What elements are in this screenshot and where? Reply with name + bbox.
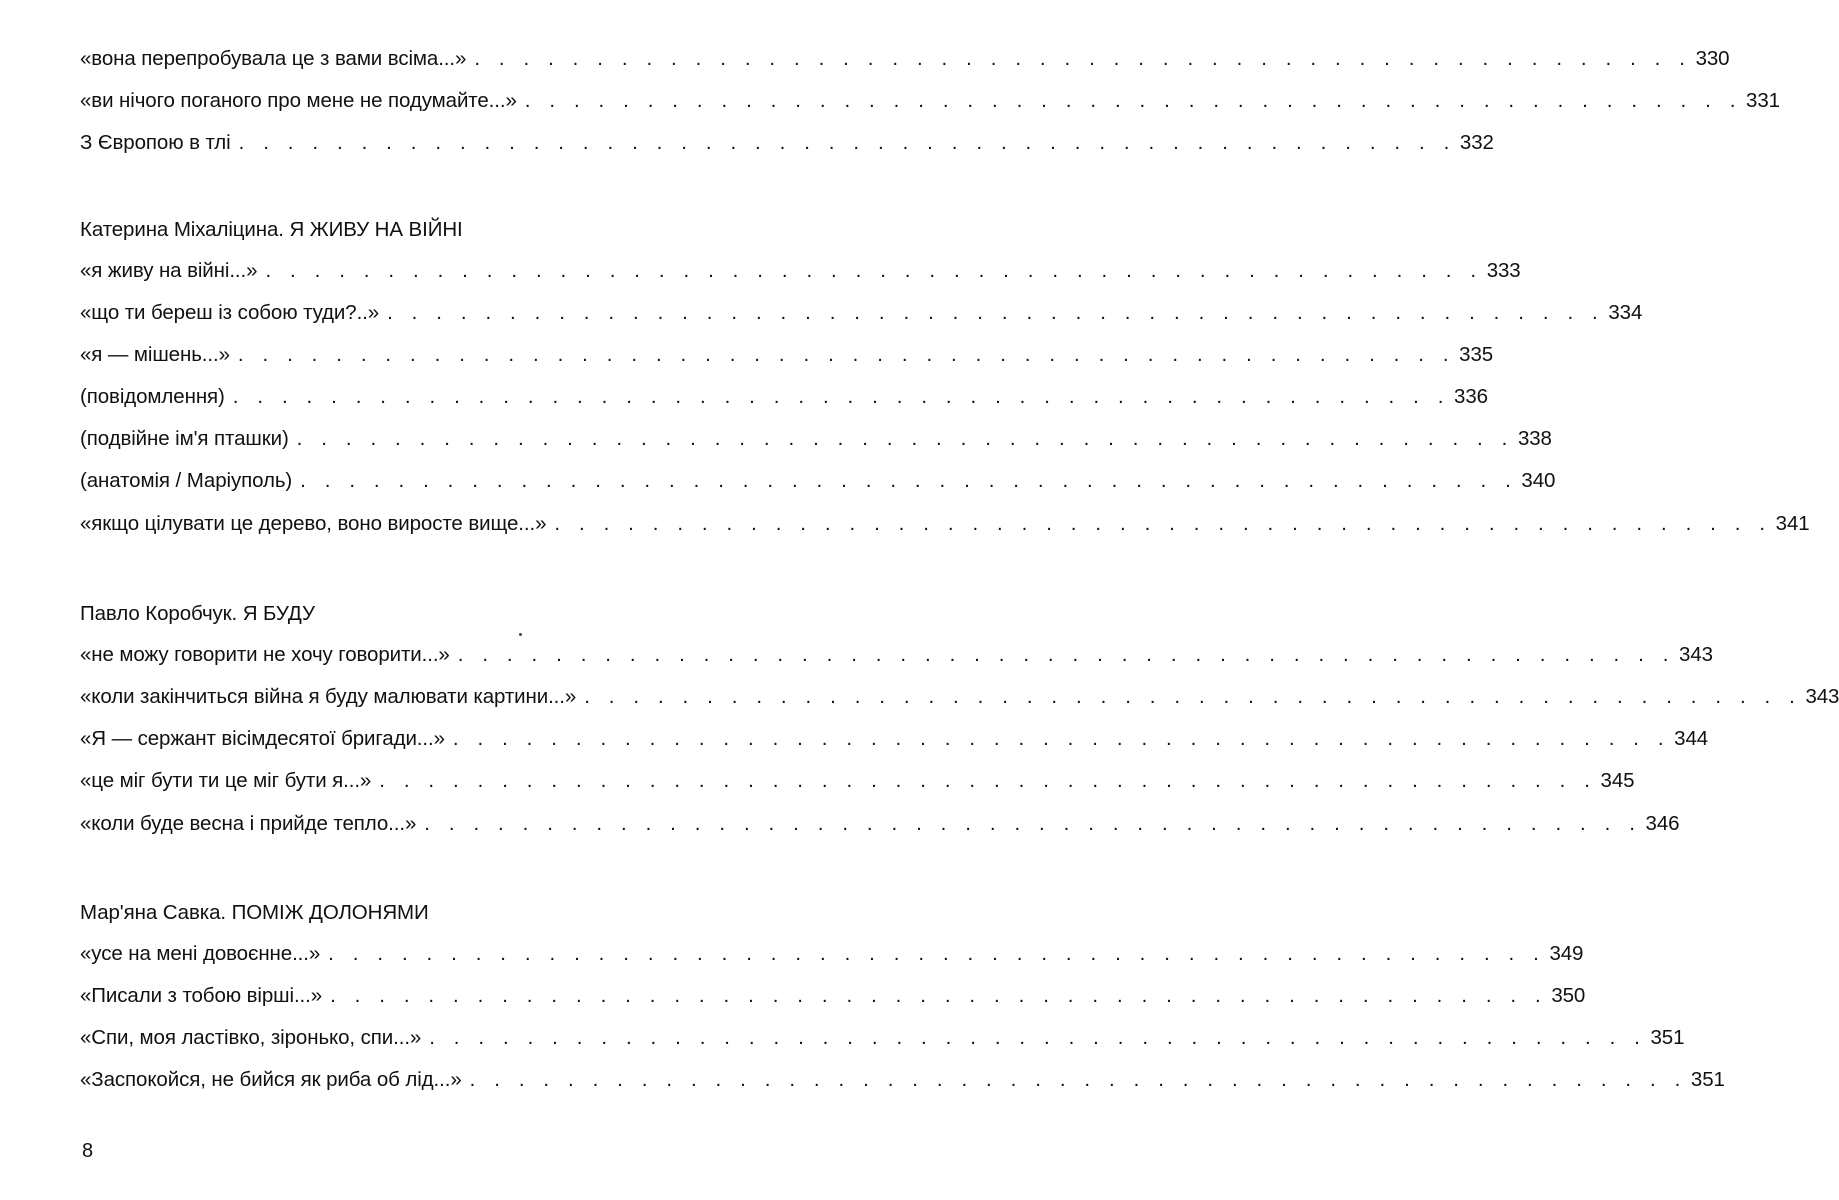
toc-entry: [80, 418, 1552, 452]
dot-leader: . . . . . . . . . . . . . . . . . . . . . . . . . . . . . . . . . . . . . . . . . . . . . . . . . .: [232, 385, 1451, 408]
dot-leader: . . . . . . . . . . . . . . . . . . . . . . . . . . . . . . . . . . . . . . . . . . . . . . . . . .: [554, 512, 1772, 535]
toc-entry-title: «Писали з тобою вірші...»: [80, 984, 323, 1007]
toc-entry-page: 334: [1608, 301, 1643, 324]
toc-entry-title: «ви нічого поганого про мене не подумайте...»: [80, 89, 517, 112]
section-heading: Мар'яна Савка. ПОМІЖ ДОЛОНЯМИ: [80, 901, 429, 924]
dot-leader: . . . . . . . . . . . . . . . . . . . . . . . . . . . . . . . . . . . . . . . . . . . . . . . . . .: [265, 259, 1483, 282]
dot-leader: . . . . . . . . . . . . . . . . . . . . . . . . . . . . . . . . . . . . . . . . . . . . . . . . . .: [429, 1026, 1647, 1049]
toc-entry: [80, 803, 1680, 837]
toc-entry: [80, 676, 1839, 710]
toc-entry-page: 330: [1695, 47, 1730, 70]
toc-entry: [80, 503, 1810, 537]
toc-entry: [80, 760, 1635, 794]
toc-entry-page: 343: [1679, 643, 1713, 666]
toc-entry-page: 335: [1459, 343, 1494, 366]
toc-entry: [80, 122, 1494, 156]
dot-leader: . . . . . . . . . . . . . . . . . . . . . . . . . . . . . . . . . . . . . . . . . . . . . . . . . .: [238, 131, 1456, 154]
toc-entry-title: «Заспокойся, не бийся як риба об лід...»: [80, 1068, 462, 1091]
dot-leader: . . . . . . . . . . . . . . . . . . . . . . . . . . . . . . . . . . . . . . . . . . . . . . . . . .: [379, 769, 1597, 792]
toc-entry-page: 332: [1459, 131, 1494, 154]
toc-entry: [80, 1059, 1725, 1093]
toc-entry-title: «усе на мені довоєнне...»: [80, 942, 321, 965]
toc-entry-title: (подвійне ім'я пташки): [80, 427, 289, 450]
section-heading: Катерина Міхаліцина. Я ЖИВУ НА ВІЙНІ: [80, 218, 463, 241]
page-number: 8: [82, 1140, 94, 1162]
dot-leader: . . . . . . . . . . . . . . . . . . . . . . . . . . . . . . . . . . . . . . . . . . . . . . . . . .: [474, 47, 1692, 70]
toc-entry-page: 333: [1486, 259, 1521, 282]
toc-entry-page: 345: [1600, 769, 1635, 792]
toc-entry-title: «я живу на війні...»: [80, 259, 258, 282]
toc-entry: [80, 38, 1730, 72]
toc-entry-title: (анатомія / Маріуполь): [80, 469, 293, 492]
dot-leader: . . . . . . . . . . . . . . . . . . . . . . . . . . . . . . . . . . . . . . . . . . . . . . . . . .: [584, 685, 1802, 708]
dot-leader: . . . . . . . . . . . . . . . . . . . . . . . . . . . . . . . . . . . . . . . . . . . . . . . . . .: [469, 1068, 1687, 1091]
toc-entry-title: «коли закінчиться війна я буду малювати картини...»: [80, 685, 577, 708]
toc-entry-title: «якщо цілувати це дерево, воно виросте вище...»: [80, 512, 547, 535]
toc-entry-title: «Я — сержант вісімдесятої бригади...»: [80, 727, 445, 750]
toc-entry: [80, 334, 1494, 368]
dot-leader: . . . . . . . . . . . . . . . . . . . . . . . . . . . . . . . . . . . . . . . . . . . . . . . . . .: [328, 942, 1546, 965]
toc-entry: [80, 460, 1556, 494]
toc-entry-title: «що ти береш із собою туди?..»: [80, 301, 380, 324]
dot-leader: . . . . . . . . . . . . . . . . . . . . . . . . . . . . . . . . . . . . . . . . . . . . . . . . . .: [524, 89, 1743, 112]
toc-entry-title: «вона перепробувала це з вами всіма...»: [80, 47, 467, 70]
toc-entry-title: «не можу говорити не хочу говорити...»: [80, 643, 450, 666]
toc-entry-page: 336: [1454, 385, 1488, 408]
dot-leader: . . . . . . . . . . . . . . . . . . . . . . . . . . . . . . . . . . . . . . . . . . . . . . . . . .: [424, 812, 1642, 835]
toc-entry: [80, 376, 1488, 410]
toc-entry-page: 340: [1521, 469, 1556, 492]
toc-entry-page: 331: [1746, 89, 1780, 112]
toc-entry-title: «це міг бути ти це міг бути я...»: [80, 769, 372, 792]
toc-entry-title: (повідомлення): [80, 385, 225, 408]
toc-entry-title: «я — мішень...»: [80, 343, 230, 366]
toc-entry-page: 351: [1650, 1026, 1685, 1049]
toc-entry: [80, 250, 1521, 284]
toc-entry: [80, 292, 1643, 326]
toc-entry-page: 344: [1674, 727, 1709, 750]
toc-entry-page: 338: [1517, 427, 1552, 450]
toc-entry: [80, 634, 1713, 668]
dot-leader: . . . . . . . . . . . . . . . . . . . . . . . . . . . . . . . . . . . . . . . . . . . . . . . . . .: [387, 301, 1605, 324]
dot-leader: . . . . . . . . . . . . . . . . . . . . . . . . . . . . . . . . . . . . . . . . . . . . . . . . . .: [237, 343, 1456, 366]
toc-entry-page: 341: [1775, 512, 1810, 535]
section-heading: Павло Коробчук. Я БУДУ: [80, 602, 315, 625]
toc-entry: [80, 1017, 1685, 1051]
toc-entry-title: «Спи, моя ластівко, зіронько, спи...»: [80, 1026, 422, 1049]
toc-entry: [80, 718, 1709, 752]
dot-leader: . . . . . . . . . . . . . . . . . . . . . . . . . . . . . . . . . . . . . . . . . . . . . . . . . .: [452, 727, 1671, 750]
toc-entry-page: 351: [1690, 1068, 1725, 1091]
toc-entry-page: 349: [1549, 942, 1584, 965]
dot-leader: . . . . . . . . . . . . . . . . . . . . . . . . . . . . . . . . . . . . . . . . . . . . . . . . . .: [330, 984, 1548, 1007]
toc-entry: [80, 80, 1780, 114]
dot-leader: . . . . . . . . . . . . . . . . . . . . . . . . . . . . . . . . . . . . . . . . . . . . . . . . . .: [296, 427, 1514, 450]
dot-leader: . . . . . . . . . . . . . . . . . . . . . . . . . . . . . . . . . . . . . . . . . . . . . . . . . .: [457, 643, 1676, 666]
toc-entry-page: 350: [1551, 984, 1586, 1007]
toc-entry-title: З Європою в тлі: [80, 131, 231, 154]
toc-entry: [80, 933, 1584, 967]
dot-leader: . . . . . . . . . . . . . . . . . . . . . . . . . . . . . . . . . . . . . . . . . . . . . . . . . .: [300, 469, 1518, 492]
toc-entry-page: 343: [1805, 685, 1839, 708]
toc-entry-title: «коли буде весна і прийде тепло...»: [80, 812, 417, 835]
toc-entry: [80, 975, 1586, 1009]
toc-entry-page: 346: [1645, 812, 1680, 835]
